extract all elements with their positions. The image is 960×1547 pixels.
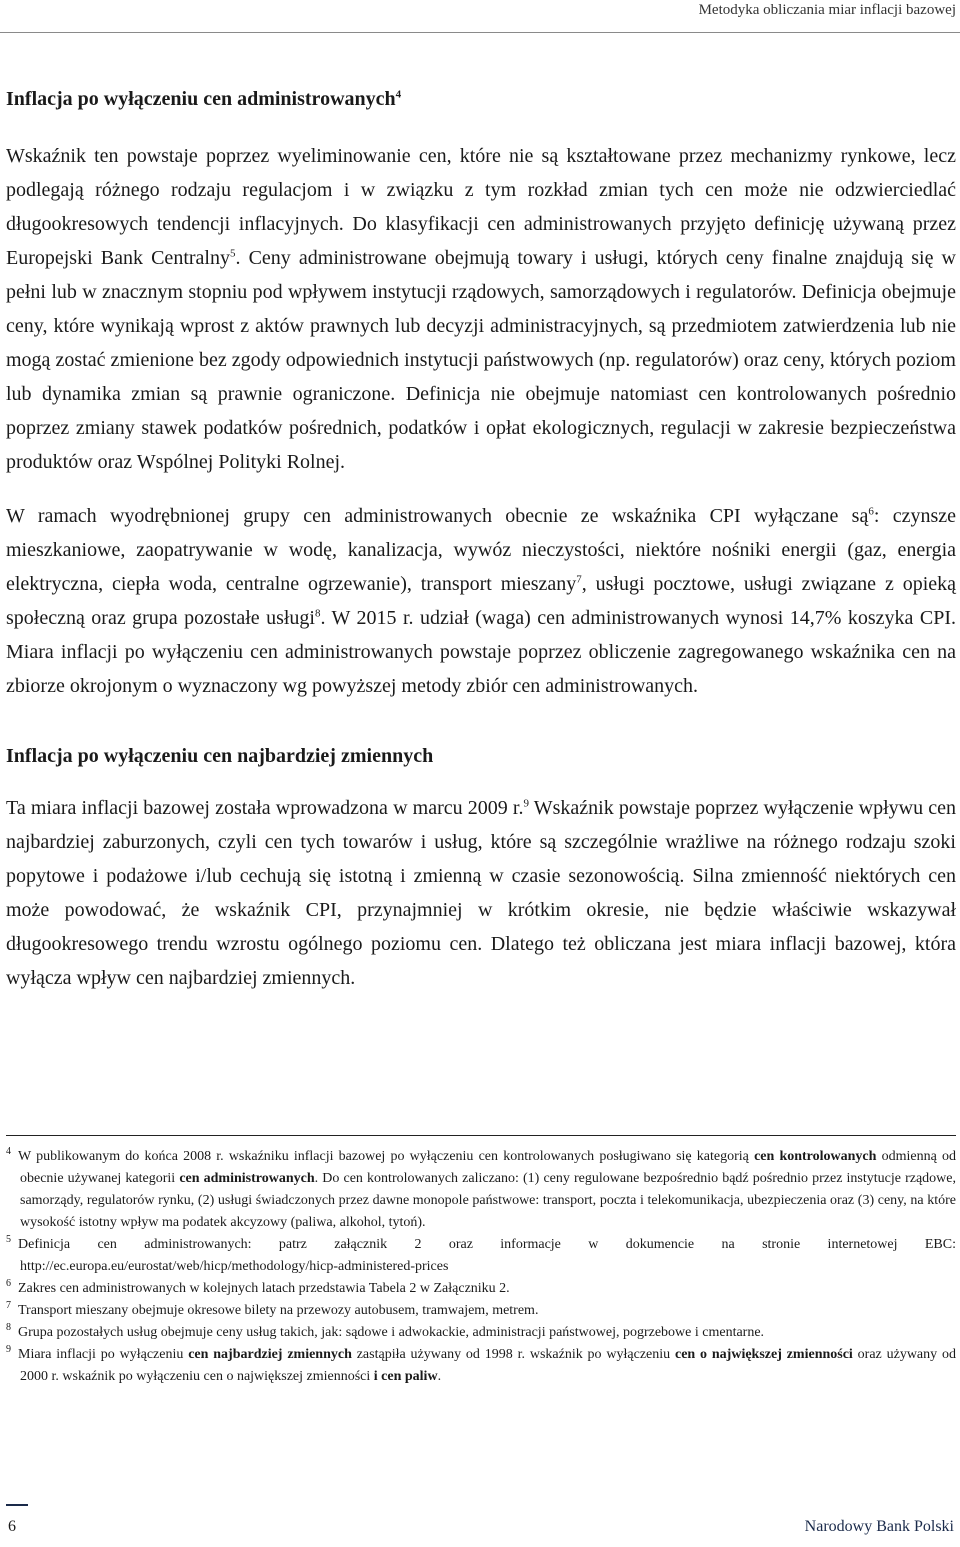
footnote-ref[interactable]: 6 <box>868 505 874 518</box>
footnote-ref[interactable]: 9 <box>523 797 529 810</box>
footnote-7: 7 Transport mieszany obejmuje okresowe bilety na przewozy autobusem, tramwajem, metrem. <box>6 1300 539 1318</box>
footnote-5: 5 Definicja cen administrowanych: patrz załącznik 2 oraz informacje w dokumencie na stronie internetowej EBC: http://ec.europa.eu/eurostat/web/hicp/methodology/hicp-administered-prices <box>6 1234 956 1274</box>
section-heading-administered: Inflacja po wyłączeniu cen administrowanych$^4$ <box>6 88 402 110</box>
footnote-ref[interactable]: 5 <box>229 247 236 260</box>
page-number: 6 <box>8 1518 16 1535</box>
ebc-link[interactable]: http://ec.europa.eu/eurostat/web/hicp/methodology/hicp-administered-prices <box>20 1259 449 1274</box>
paragraph-administered-scope: W ramach wyodrębnionej grupy cen administrowanych obecnie ze wskaźnika CPI wyłączane $są^6$: czynsze mieszkaniowe, zaopatrywanie w wodę, kanalizacja, wywóz nieczystości, niektóre nośniki energii (gaz, energia elektryczna, ciepła woda, centralne ogrzewanie), transport mieszany$^7$, usługi pocztowe, usługi związane z opieką społeczną oraz grupa pozostałe usługi$^8$. W 2015 r. udział (waga) cen administrowanych wynosi 14,7% koszyka CPI. Miara inflacji po wyłączeniu cen administrowanych powstaje poprzez obliczenie zagregowanego wskaźnika cen na zbiorze okrojonym o wyznaczony wg powyższej metody zbiór cen administrowanych. <box>6 505 957 697</box>
publisher-name: Narodowy Bank Polski <box>804 1518 954 1535</box>
footnote-8: 8 Grupa pozostałych usług obejmuje ceny usług takich, jak: sądowe i adwokackie, administracji państwowej, pogrzebowe i cmentarne. <box>6 1322 765 1340</box>
running-header-title: Metodyka obliczania miar inflacji bazowej <box>698 2 956 18</box>
footnote-rule <box>6 1135 956 1136</box>
section-heading-volatile: Inflacja po wyłączeniu cen najbardziej zmiennych <box>6 745 434 767</box>
header-rule <box>0 32 960 33</box>
page-footer <box>6 1500 954 1540</box>
main-content <box>6 86 956 995</box>
footnote-ref[interactable]: 7 <box>576 573 582 586</box>
page-number-bar <box>6 1504 28 1506</box>
paragraph-volatile-prices: Ta miara inflacji bazowej została wprowadzona w marcu 2009 r.$^9$ Wskaźnik powstaje poprzez wyłączenie wpływu cen najbardziej zaburzonych, czyli cen tych towarów i usług, które są szczególnie wrażliwe na różnego rodzaju szoki popytowe i podażowe i/lub cechują się istotną i zmienną w czasie sezonowością. Silna zmienność niektórych cen może powodować, że wskaźnik CPI, przynajmniej w krótkim okresie, nie będzie właściwie wskazywał długookresowego trendu wzrostu ogólnego poziomu cen. Dlatego też obliczana jest miara inflacji bazowej, która wyłącza wpływ cen najbardziej zmiennych. <box>6 797 956 989</box>
footnote-6: 6 Zakres cen administrowanych w kolejnych latach przedstawia Tabela 2 w Załączniku 2. <box>6 1278 510 1296</box>
paragraph-administered-definition: Wskaźnik ten powstaje poprzez wyeliminowanie cen, które nie są kształtowane przez mechanizmy rynkowe, lecz podlegają różnego rodzaju regulacjom i w związku z tym rozkład zmian tych cen może nie odzwierciedlać długookresowych tendencji inflacyjnych. Do klasyfikacji cen administrowanych przyjęto definicję używaną przez Europejski Bank Centralny$^5$. Ceny administrowane obejmują towary i usługi, których ceny finalne znajdują się w pełni lub w znacznym stopniu pod wpływem instytucji rządowych, samorządowych i regulatorów. Definicja obejmuje ceny, które wynikają wprost z aktów prawnych lub decyzji administracyjnych, są przedmiotem zatwierdzenia lub nie mogą zostać zmienione bez zgody odpowiednich instytucji państwowych (np. regulatorów) oraz ceny, których poziom lub dynamika zmian są prawnie ograniczone. Definicja nie obejmuje natomiast cen kontrolowanych pośrednio poprzez zmiany stawek podatków pośrednich, podatków i opłat ekologicznych, regulacji w zakresie bezpieczeństwa produktów oraz Wspólnej Polityki Rolnej. <box>6 145 957 473</box>
footnote-ref[interactable]: 8 <box>314 607 321 620</box>
footnote-4: 4 W publikowanym do końca 2008 r. wskaźniku inflacji bazowej po wyłączeniu cen kontrolowanych posługiwano się kategorią cen kontrolowanych odmienną od obecnie używanej kategorii cen administrowanych. Do cen kontrolowanych zaliczano: (1) ceny regulowane bezpośrednio bądź pośrednio przez instytucje rządowe, samorządy, regulatorów rynku, (2) usługi świadczonych przez dawne monopole państwowe: transport, poczta i telekomunikacja, ubezpieczenia oraz (3) ceny, na które wysokość istotny wpływ ma podatek akcyzowy (paliwa, alkohol, tytoń). <box>6 1146 957 1230</box>
footnote-ref[interactable]: 4 <box>395 88 402 101</box>
footnote-9: 9 Miara inflacji po wyłączeniu cen najbardziej zmiennych zastąpiła używany od 1998 r. wskaźnik po wyłączeniu cen o największej zmienności oraz używany od 2000 r. wskaźnik po wyłączeniu cen o największej zmienności i cen paliw. <box>6 1344 956 1384</box>
footnotes <box>6 1135 956 1388</box>
